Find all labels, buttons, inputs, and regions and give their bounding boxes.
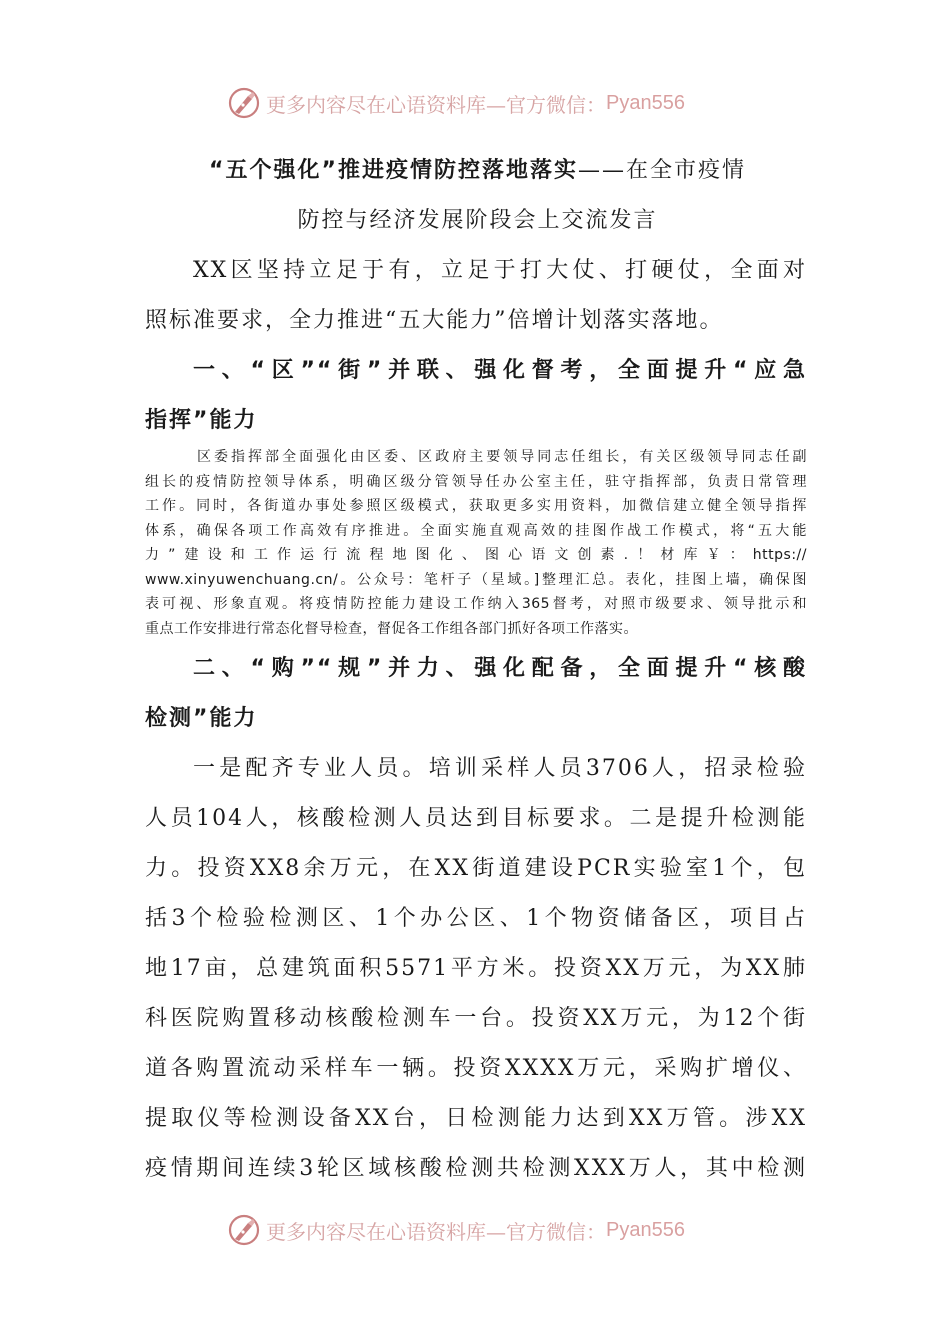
section1-body-line: 组长的疫情防控领导体系，明确区级分管领导任办公室主任，驻守指挥部，负责日常管理 bbox=[145, 473, 807, 490]
title-rest: ——在全市疫情 bbox=[577, 158, 746, 183]
section2-body-line: 提取仪等检测设备XX台，日检测能力达到XX万管。涉XX bbox=[145, 1106, 807, 1131]
pen-nib-logo-icon bbox=[228, 87, 260, 119]
intro-line: 照标准要求，全力推进“五大能力”倍增计划落实落地。 bbox=[145, 308, 724, 333]
banner-wechat-id: Pyan556 bbox=[606, 1218, 685, 1241]
section1-body-line: 区委指挥部全面强化由区委、区政府主要领导同志任组长，有关区级领导同志任副 bbox=[197, 449, 807, 465]
section1-heading-cont: 指挥”能力 bbox=[145, 408, 258, 433]
intro-line: XX区坚持立足于有，立足于打大仗、打硬仗，全面对 bbox=[193, 258, 807, 283]
section2-heading-cont: 检测”能力 bbox=[145, 706, 258, 731]
section2-body-line: 括3个检验检测区、1个办公区、1个物资储备区，项目占 bbox=[145, 906, 807, 931]
section2-body-line: 道各购置流动采样车一辆。投资XXXX万元，采购扩增仪、 bbox=[145, 1056, 807, 1081]
section2-body-line: 力。投资XX8余万元，在XX街道建设PCR实验室1个，包 bbox=[145, 856, 807, 881]
section1-body-line: 工作。同时，各街道办事处参照区级模式，获取更多实用资料，加微信建立健全领导指挥 bbox=[145, 498, 807, 514]
pen-nib-logo-icon bbox=[228, 1214, 260, 1246]
banner-wechat-id: Pyan556 bbox=[606, 91, 685, 114]
section1-heading: 一、“区”“街”并联、强化督考，全面提升“应急 bbox=[193, 358, 807, 383]
section1-body-line: 重点工作安排进行常态化督导检查，督促各工作组各部门抓好各项工作落实。 bbox=[145, 620, 638, 637]
section2-body-line: 疫情期间连续3轮区域核酸检测共检测XXX万人，其中检测 bbox=[145, 1156, 807, 1181]
section1-body-line: 表可视、形象直观。将疫情防控能力建设工作纳入365督考，对照市级要求、领导批示和 bbox=[145, 596, 807, 612]
header-banner bbox=[228, 86, 748, 120]
section2-heading: 二、“购”“规”并力、强化配备，全面提升“核酸 bbox=[193, 656, 807, 681]
footer-banner bbox=[228, 1213, 748, 1247]
section2-body-line: 人员104人，核酸检测人员达到目标要求。二是提升检测能 bbox=[145, 806, 807, 831]
banner-text: 更多内容尽在心语资料库—官方微信： bbox=[266, 92, 606, 117]
banner-text: 更多内容尽在心语资料库—官方微信： bbox=[266, 1219, 606, 1244]
section1-body-line: 力”建设和工作运行流程地图化、图心语文创素.！材库￥：https:// bbox=[145, 547, 807, 563]
title-bold-part: “五个强化”推进疫情防控落地落实 bbox=[209, 158, 578, 183]
section2-body-line: 一是配齐专业人员。培训采样人员3706人，招录检验 bbox=[193, 756, 807, 781]
section2-body-line: 科医院购置移动核酸检测车一台。投资XX万元，为12个街 bbox=[145, 1006, 807, 1031]
document-title-line1 bbox=[145, 146, 810, 196]
section1-body-line: 体系，确保各项工作高效有序推进。全面实施直观高效的挂图作战工作模式，将“五大能 bbox=[145, 522, 807, 539]
document-title-line2: 防控与经济发展阶段会上交流发言 bbox=[297, 208, 658, 233]
section1-body-line: www.xinyuwenchuang.cn/。公众号：笔杆子（星域。]整理汇总。表化，挂图上墙，确保图 bbox=[145, 571, 807, 588]
section2-body-line: 地17亩，总建筑面积5571平方米。投资XX万元，为XX肺 bbox=[145, 956, 807, 981]
